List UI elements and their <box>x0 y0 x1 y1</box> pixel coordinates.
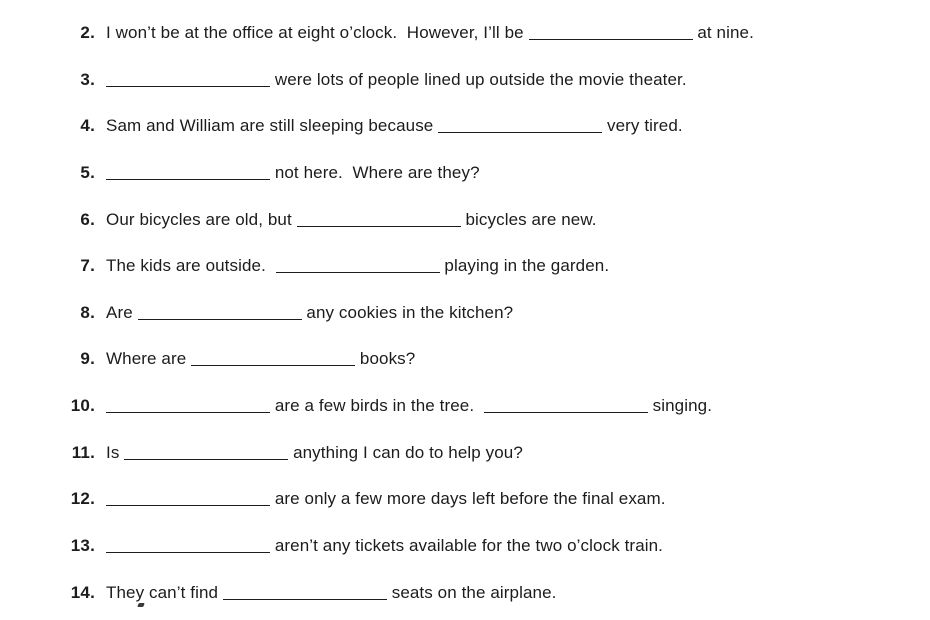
worksheet-item <box>0 163 930 210</box>
item-number: 14. <box>70 582 95 602</box>
item-sentence: not here. Where are they? <box>106 163 480 183</box>
answer-blank <box>106 167 270 180</box>
item-sentence: Are any cookies in the kitchen? <box>106 302 514 322</box>
answer-blank <box>438 120 602 133</box>
item-number: 9. <box>80 349 95 369</box>
answer-blank <box>106 400 270 413</box>
worksheet-item <box>0 116 930 163</box>
worksheet-item <box>0 536 930 583</box>
worksheet-item <box>0 256 930 303</box>
item-sentence: were lots of people lined up outside the movie theater. <box>106 70 687 90</box>
item-sentence: Is anything I can do to help you? <box>106 442 523 462</box>
worksheet-item <box>0 303 930 350</box>
item-number: 10. <box>70 396 95 416</box>
answer-blank <box>124 447 288 460</box>
answer-blank <box>297 214 461 227</box>
worksheet-item <box>0 583 930 620</box>
worksheet-item <box>0 70 930 117</box>
item-number: 8. <box>80 302 95 322</box>
item-number: 5. <box>80 162 95 182</box>
answer-blank <box>529 27 693 40</box>
worksheet-list <box>0 23 930 620</box>
item-number: 7. <box>80 256 95 276</box>
item-sentence: are a few birds in the tree. singing. <box>106 396 712 416</box>
item-sentence: The kids are outside. playing in the garden. <box>106 256 610 276</box>
answer-blank <box>106 74 270 87</box>
item-number: 6. <box>80 209 95 229</box>
answer-blank <box>138 307 302 320</box>
item-number: 13. <box>70 536 95 556</box>
answer-blank <box>223 587 387 600</box>
worksheet-item <box>0 349 930 396</box>
answer-blank <box>484 400 648 413</box>
worksheet-item <box>0 210 930 257</box>
answer-blank <box>276 260 440 273</box>
worksheet-item <box>0 489 930 536</box>
worksheet-item <box>0 396 930 443</box>
item-number: 4. <box>80 116 95 136</box>
item-number: 3. <box>80 69 95 89</box>
item-number: 2. <box>80 23 95 42</box>
answer-blank <box>106 540 270 553</box>
answer-blank <box>106 493 270 506</box>
worksheet-item <box>0 23 930 70</box>
item-sentence: aren’t any tickets available for the two o’clock train. <box>106 536 663 556</box>
item-sentence: They can’t find seats on the airplane. <box>106 582 557 602</box>
item-sentence: Sam and William are still sleeping because very tired. <box>106 116 683 136</box>
item-number: 12. <box>70 489 95 509</box>
item-number: 11. <box>71 442 95 462</box>
worksheet-item <box>0 443 930 490</box>
answer-blank <box>191 353 355 366</box>
item-sentence: I won’t be at the office at eight o’clock. However, I’ll be at nine. <box>106 23 754 42</box>
item-sentence: are only a few more days left before the final exam. <box>106 489 666 509</box>
item-sentence: Our bicycles are old, but bicycles are new. <box>106 209 597 229</box>
item-sentence: Where are books? <box>106 349 416 369</box>
